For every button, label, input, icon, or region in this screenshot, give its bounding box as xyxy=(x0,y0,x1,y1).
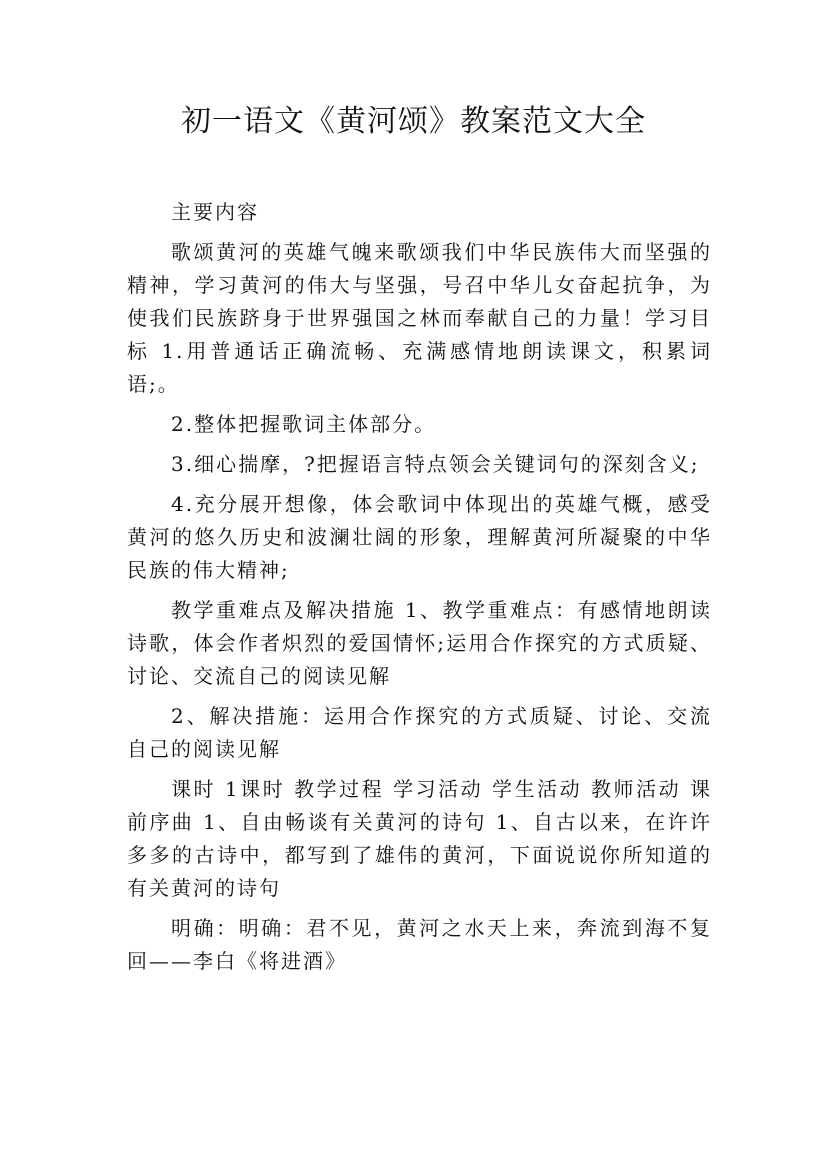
paragraph-goal-2: 2.整体把握歌词主体部分。 xyxy=(171,412,437,436)
paragraph-lesson-process: 课时 1课时 教学过程 学习活动 学生活动 教师活动 课前序曲 1、自由畅谈有关黄河的诗句 1、自古以来，在许许多多的古诗中，都写到了雄伟的黄河，下面说说你所知道的有关黄河的诗句 xyxy=(127,777,712,900)
paragraph-goal-3: 3.细心揣摩，?把握语言特点领会关键词句的深刻含义; xyxy=(171,452,700,476)
paragraph-goal-4: 4.充分展开想像，体会歌词中体现出的英雄气概，感受黄河的悠久历史和波澜壮阔的形象，理解黄河所凝聚的中华民族的伟大精神; xyxy=(127,492,712,582)
paragraph-clarification: 明确：明确：君不见，黄河之水天上来，奔流到海不复回——李白《将进酒》 xyxy=(127,916,712,973)
section-heading-main-content: 主要内容 xyxy=(171,200,259,224)
document-body xyxy=(127,196,712,985)
document-title: 初一语文《黄河颂》教案范文大全 xyxy=(181,104,646,139)
paragraph-summary-and-goal-1: 歌颂黄河的英雄气魄来歌颂我们中华民族伟大而坚强的精神，学习黄河的伟大与坚强，号召中华儿女奋起抗争，为使我们民族跻身于世界强国之林而奉献自己的力量！学习目标 1.用普通话正确流畅、充满感情地朗读课文，积累词语;。 xyxy=(127,240,712,396)
paragraph-solutions: 2、解决措施：运用合作探究的方式质疑、讨论、交流自己的阅读见解 xyxy=(127,704,712,761)
paragraph-key-difficulties: 教学重难点及解决措施 1、教学重难点：有感情地朗读诗歌，体会作者炽烈的爱国情怀;运用合作探究的方式质疑、讨论、交流自己的阅读见解 xyxy=(127,598,712,688)
